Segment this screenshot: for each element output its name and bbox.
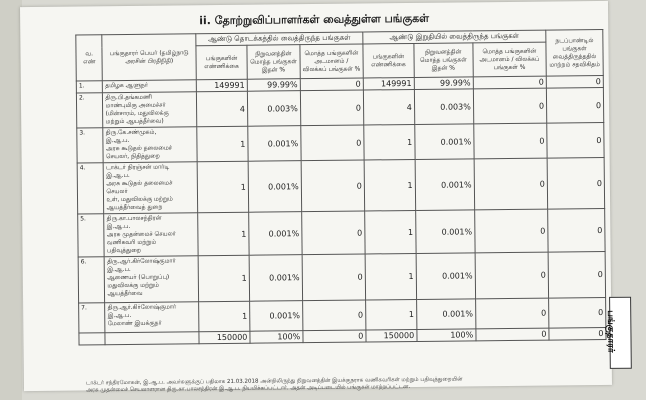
section-title: ii. தோற்றுவிப்பாளர்கள் வைத்துள்ள பங்குகள்: [199, 11, 430, 28]
header-pct-pledged-start: மொத்த பங்குகளின் அடமானம் / விலக்கப் பங்குகள் %: [300, 44, 363, 79]
table-row: [77, 157, 605, 214]
name-line: திரு.கா.பாலசந்திரன்: [106, 214, 162, 223]
cell-pledged-end: 0: [473, 76, 546, 89]
cell-pct-end: 99.99%: [414, 77, 473, 90]
cell-shares-end: 4: [363, 89, 414, 125]
header-shares-end: பங்குகளின் எண்ணிக்கை: [363, 43, 414, 78]
name-line: ஆணையர் (பொறுப்பு): [107, 273, 170, 282]
row-serial: 7.: [79, 303, 106, 333]
cell-pct-start: 0.001%: [248, 161, 301, 213]
total-change: 0: [549, 327, 606, 340]
header-sn: வ. எண்: [76, 35, 103, 81]
cell-pct-start: 0.001%: [248, 126, 301, 162]
side-tab-label: பங்குதாரர்: [604, 310, 616, 353]
row-serial: 3.: [77, 128, 104, 163]
total-pledged-end: 0: [476, 328, 549, 341]
side-tab: [604, 297, 632, 369]
name-line: அரசு கூடுதல் தலைமைச் செயலர்: [106, 179, 173, 196]
row-serial: 4.: [77, 163, 104, 214]
total-pct-end: 100%: [417, 329, 476, 342]
cell-pledged-start: 0: [302, 254, 366, 301]
header-group-start: ஆண்டு தொடக்கத்தில் வைத்திருந்த பங்குகள்: [196, 32, 363, 46]
row-serial: 5.: [78, 214, 105, 257]
table-row: [77, 122, 604, 163]
name-line: பதிவுத்துறை: [106, 246, 142, 255]
name-line: திரு.ஆர்.கிர்லோஷ்குமார்: [107, 257, 176, 266]
name-line: இ.ஆ.ப.: [105, 136, 130, 145]
name-line: திரு.ஆர்.கிர்லோஷ்குமார்: [107, 303, 177, 312]
cell-shares-start: 4: [196, 91, 247, 127]
name-line: இ.ஆ.ப.: [107, 311, 132, 320]
cell-shares-end: 1: [365, 210, 416, 254]
cell-change: 0: [547, 122, 604, 158]
cell-change: 0: [546, 87, 603, 123]
table-row: [78, 208, 605, 257]
cell-pledged-start: 0: [301, 211, 365, 255]
cell-change: 0: [548, 251, 606, 298]
total-shares-start: 150000: [199, 331, 250, 344]
cell-pledged-end: 0: [474, 158, 548, 210]
cell-shares-end: 149991: [363, 77, 414, 90]
cell-pledged-end: 0: [474, 209, 548, 253]
row-shareholder-name: [103, 80, 197, 93]
name-line: வணிகவரி மற்றும்: [106, 238, 157, 247]
cell-pledged-start: 0: [302, 300, 365, 331]
cell-change: 0: [547, 157, 605, 209]
cell-pledged-start: 0: [301, 160, 365, 212]
table-row: [76, 87, 603, 128]
name-line: ஆயத்தீர்வைத் துறை: [106, 203, 163, 212]
header-name: பங்குதாரர் பெயர் (தமிழ்நாடு அரசின் பிரதிநிதி): [102, 34, 196, 81]
cell-shares-end: 1: [364, 124, 415, 160]
name-line: மற்றும் ஆயத்தீர்வை): [105, 117, 164, 126]
row-shareholder-name: [103, 92, 197, 128]
cell-pct-start: 0.001%: [249, 212, 302, 256]
row-shareholder-name: [103, 127, 197, 163]
name-line: தமிழக ஆளுநர்: [105, 81, 149, 90]
row-serial: 6.: [78, 257, 105, 303]
header-group-end: ஆண்டு இறுதியில் வைத்திருந்த பங்குகள்: [363, 30, 546, 44]
name-line: இ.ஆ.ப.: [106, 222, 131, 231]
header-shares-start: பங்குகளின் எண்ணிக்கை: [196, 45, 247, 80]
cell-pledged-end: 0: [473, 123, 547, 159]
cell-pledged-end: 0: [473, 88, 547, 124]
cell-change: 0: [549, 297, 606, 328]
cell-shares-start: 1: [197, 161, 248, 213]
cell-shares-end: 1: [365, 253, 416, 300]
cell-pledged-start: 0: [301, 125, 364, 161]
total-pct-start: 100%: [250, 331, 303, 344]
name-line: மதுவிலக்கு மற்றும்: [107, 281, 160, 290]
name-line: அரசு கூடுதல் தலைமைச் செயலர், நிதித்துறை: [105, 144, 173, 161]
total-shares-end: 150000: [366, 329, 417, 342]
name-line: (மின்சாரம், மதுவிலக்கு: [105, 109, 169, 118]
cell-pledged-start: 0: [300, 78, 363, 91]
row-shareholder-name: [105, 302, 199, 333]
cell-shares-end: 1: [365, 299, 416, 330]
cell-pct-end: 0.001%: [414, 124, 473, 160]
cell-pledged-end: 0: [475, 298, 549, 329]
row-shareholder-name: [104, 213, 198, 257]
cell-change: 0: [548, 208, 605, 252]
table-row: [78, 251, 605, 303]
header-pct-total-end: நிறுவனத்தின் மொத்த பங்குகள் இதன் %: [414, 43, 473, 78]
cell-shares-start: 1: [199, 301, 250, 332]
document-page: [20, 1, 616, 394]
cell-shares-start: 1: [197, 126, 248, 162]
footnote-line: அரசு முதன்மைச் செயலாளரான திரு.கா.பாலசந்திரன் இ.ஆ.ப. நியமிக்கப்பட்டார். அதன் அடிப்படையில் பங்குகள் மாற்றப்பட்டன.: [85, 384, 411, 394]
cell-shares-end: 1: [364, 159, 415, 211]
cell-shares-start: 1: [198, 255, 249, 302]
shareholding-table: [75, 29, 606, 346]
name-line: மாண்புமிகு அமைச்சர்: [105, 101, 166, 110]
cell-pledged-start: 0: [300, 90, 363, 126]
name-line: உள், மதுவிலக்கு மற்றும்: [106, 195, 173, 204]
footnote-line: டாக்டர் சந்திரமோகன், இ.ஆ.ப. அவர்களுக்குப் பதிலாக 21.03.2018 அன்றிலிருந்து நிறுவனத்தின் இயக்குநராக வணிகவரிகள் மற்றும் பதிவுத்துறையின்: [85, 376, 463, 387]
cell-pct-start: 0.001%: [249, 301, 302, 332]
cell-pct-end: 0.001%: [416, 253, 475, 300]
name-line: மேலாண் இயக்குநர்: [107, 319, 162, 328]
header-pct-total-start: நிறுவனத்தின் மொத்த பங்குகள் இதன் %: [247, 45, 300, 80]
name-line: அரசு முதன்மைச் செயலர்: [106, 230, 176, 239]
header-pct-pledged-end: மொத்த பங்குகளின் அடமானம் / விலக்கப் பங்குகள் %: [473, 42, 547, 77]
cell-pct-start: 0.003%: [247, 91, 300, 127]
row-shareholder-name: [104, 162, 198, 214]
cell-shares-start: 149991: [196, 79, 247, 92]
binding-gutter: [0, 0, 22, 400]
cell-pct-end: 0.001%: [415, 159, 475, 211]
name-line: இ.ஆ.ப.: [106, 171, 130, 180]
cell-pct-end: 0.001%: [416, 299, 475, 330]
cell-pct-start: 99.99%: [247, 79, 300, 92]
name-line: ஆயத்தீர்வை: [107, 289, 143, 298]
name-line: இ.ஆ.ப.: [107, 265, 131, 274]
name-line: திரு.பி.தங்கமணி: [105, 93, 152, 102]
row-shareholder-name: [105, 256, 199, 303]
cell-pct-end: 0.001%: [415, 210, 474, 254]
cell-change: 0: [546, 75, 603, 88]
cell-pct-end: 0.003%: [414, 89, 473, 125]
row-serial: 1.: [76, 81, 103, 93]
footnote: [86, 375, 606, 394]
header-pct-change: நடப்பாண்டில் பங்குகள் வைத்திருந்ததில் மாற்றம் சதவிகிதம்: [546, 29, 604, 76]
cell-shares-start: 1: [198, 212, 249, 256]
row-serial: 2.: [76, 93, 103, 128]
name-line: டாக்டர் நிரஞ்சன் மார்டி: [106, 163, 170, 172]
total-pledged-start: 0: [303, 330, 366, 343]
name-line: திரு.கே.சண்முகம்,: [105, 128, 157, 137]
cell-pct-start: 0.001%: [249, 255, 302, 302]
cell-pledged-end: 0: [475, 252, 549, 299]
